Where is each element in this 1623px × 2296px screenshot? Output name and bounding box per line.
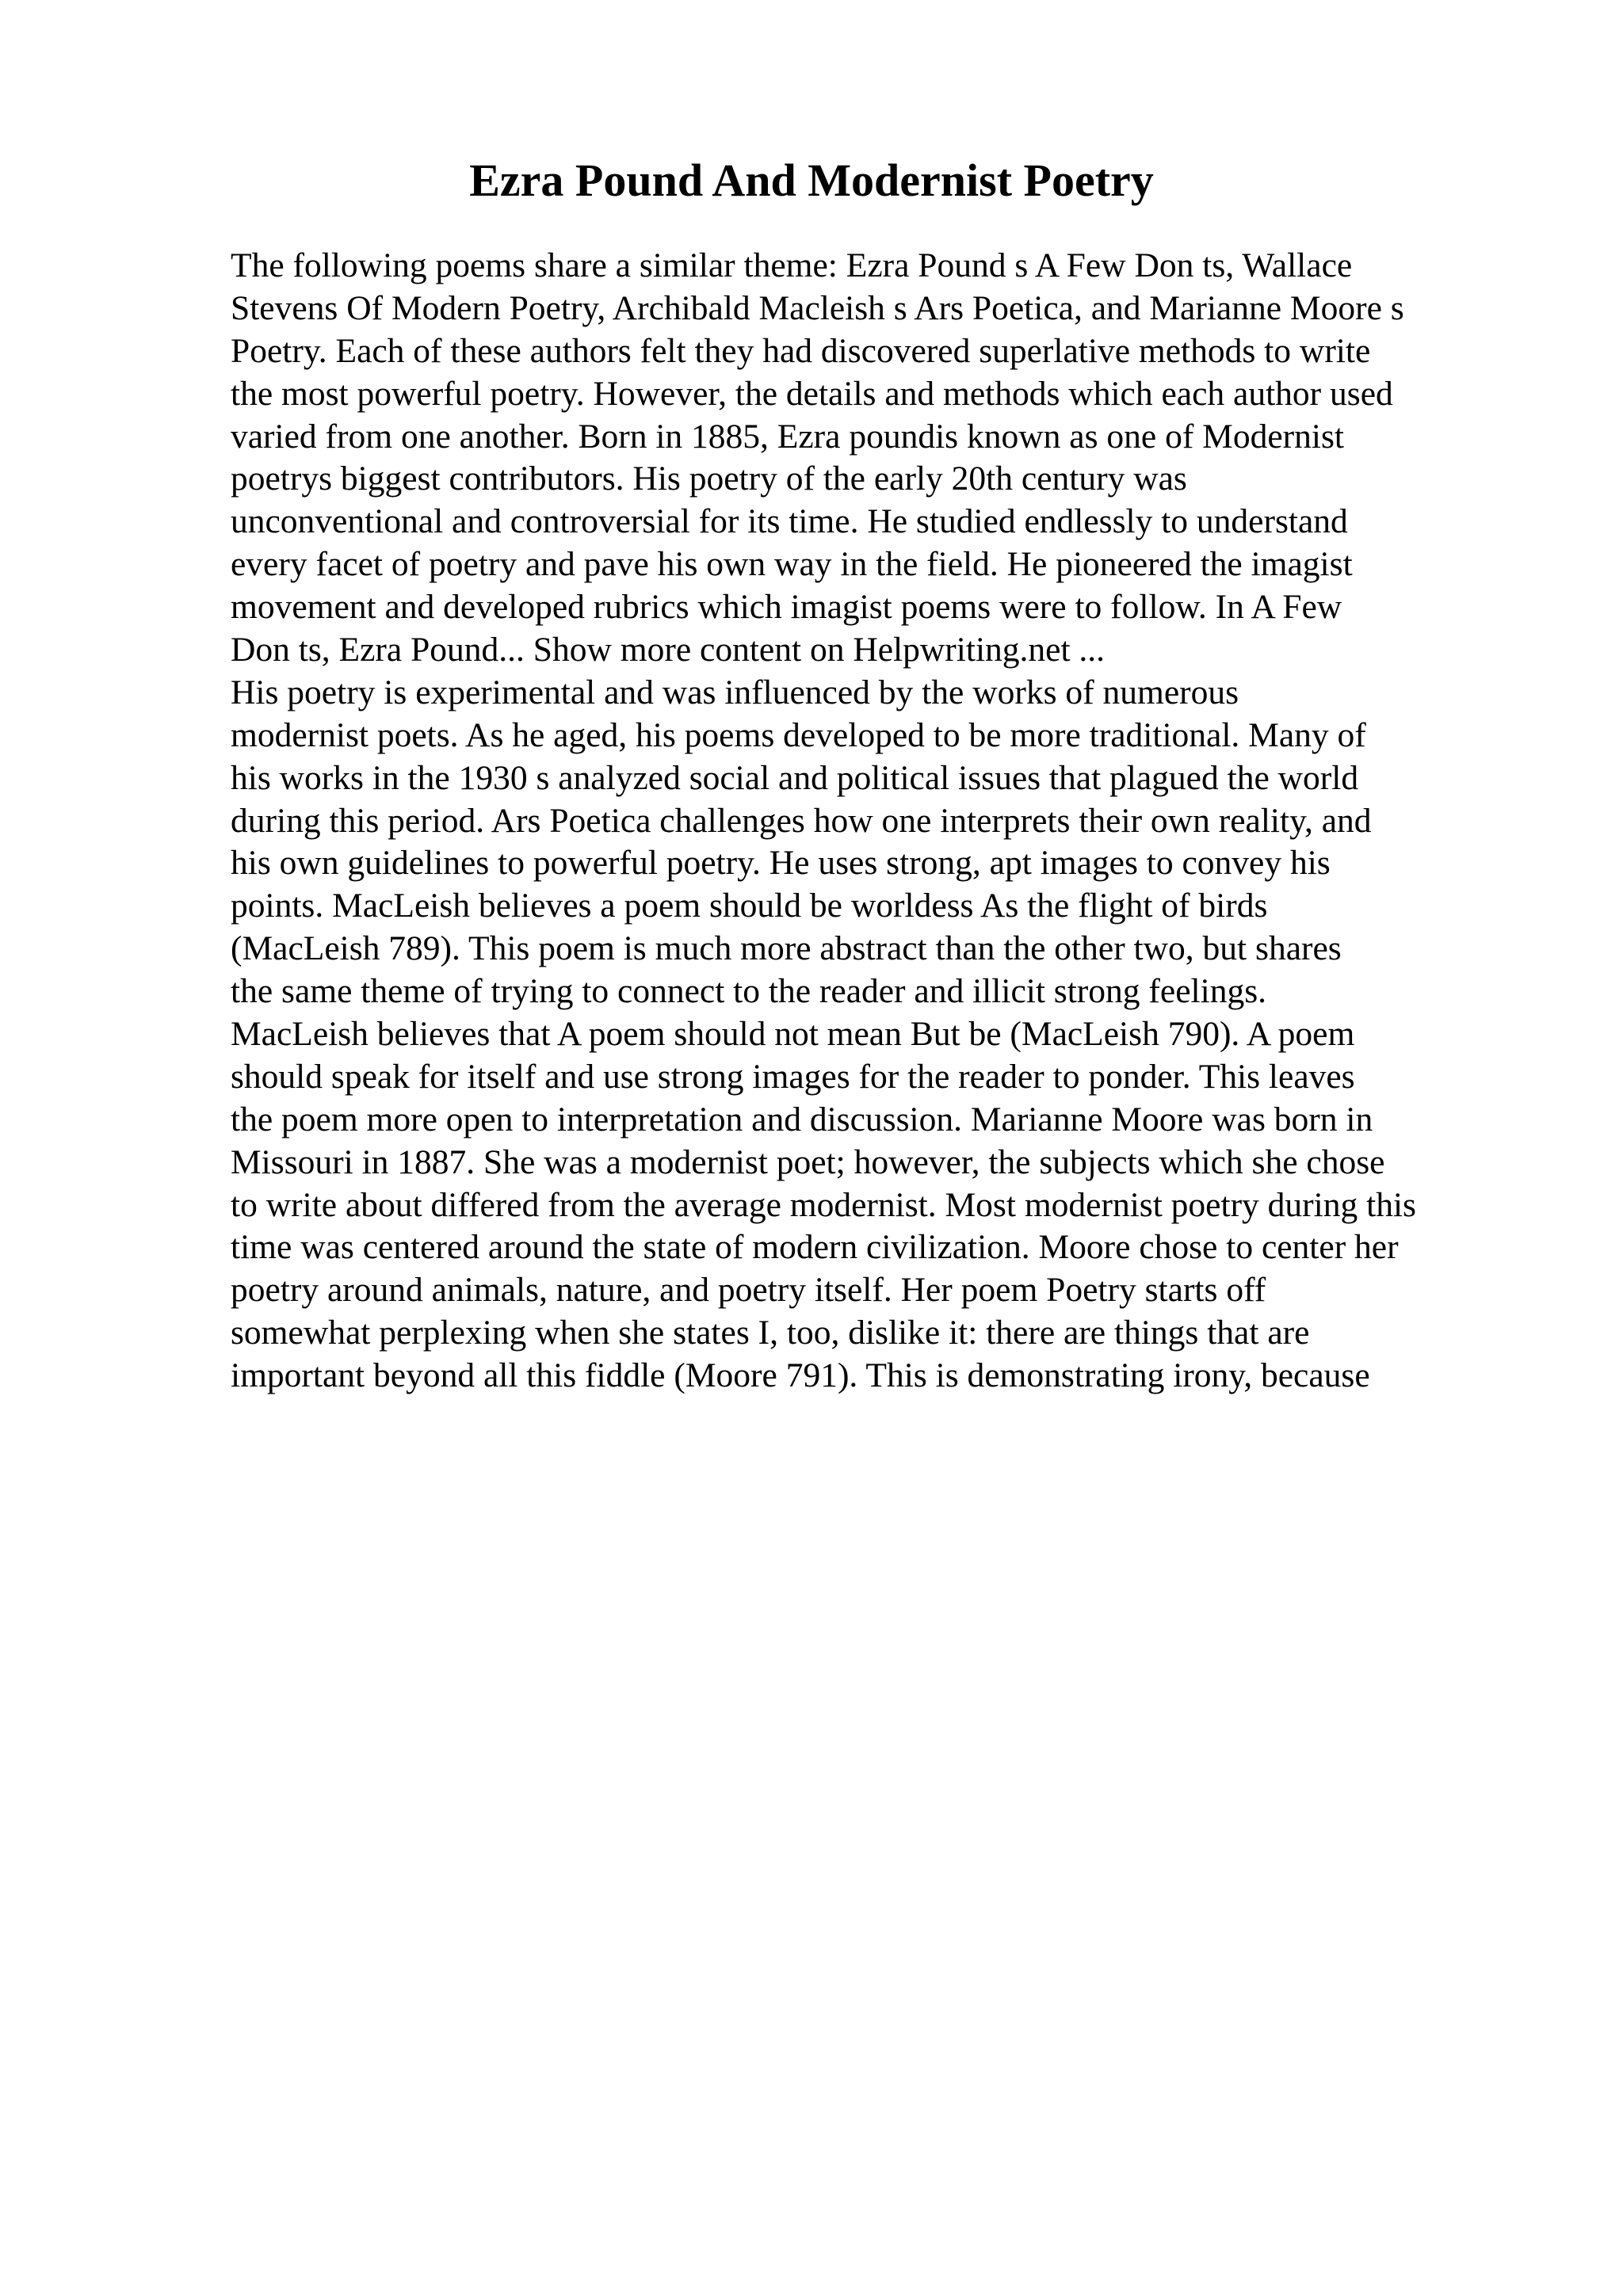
body-line: during this period. Ars Poetica challenges how one interprets their own reality, and [231,801,1372,840]
body-line: poetrys biggest contributors. His poetry of the early 20th century was [231,460,1187,498]
body-line: his own guidelines to powerful poetry. He uses strong, apt images to convey his [231,844,1331,883]
body-line: Don ts, Ezra Pound... Show more content on Helpwriting.net ... [231,631,1106,669]
body-line: MacLeish believes that A poem should not mean But be (MacLeish 790). A poem [231,1015,1355,1054]
body-line: time was centered around the state of modern civilization. Moore chose to center her [231,1228,1399,1267]
body-line: Missouri in 1887. She was a modernist poet; however, the subjects which she chose [231,1142,1385,1181]
body-line: every facet of poetry and pave his own way in the field. He pioneered the imagist [231,545,1353,584]
body-line: Stevens Of Modern Poetry, Archibald Macleish s Ars Poetica, and Marianne Moore s [231,288,1404,327]
body-line: poetry around animals, nature, and poetry itself. Her poem Poetry starts off [231,1271,1266,1310]
body-line: The following poems share a similar theme: Ezra Pound s A Few Don ts, Wallace [231,246,1353,284]
body-line: movement and developed rubrics which imagist poems were to follow. In A Few [231,588,1342,627]
body-line: his works in the 1930 s analyzed social and political issues that plagued the world [231,758,1359,797]
body-line: to write about differed from the average modernist. Most modernist poetry during this [231,1185,1416,1224]
body-line: Poetry. Each of these authors felt they had discovered superlative methods to write [231,331,1371,370]
body-line: His poetry is experimental and was influenced by the works of numerous [231,673,1239,711]
body-line: important beyond all this fiddle (Moore 791). This is demonstrating irony, because [231,1356,1370,1395]
body-line: the same theme of trying to connect to the reader and illicit strong feelings. [231,972,1266,1011]
document-title: Ezra Pound And Modernist Poetry [469,154,1154,206]
body-line: the poem more open to interpretation and discussion. Marianne Moore was born in [231,1100,1373,1138]
body-line: should speak for itself and use strong images for the reader to ponder. This leaves [231,1057,1355,1096]
body-line: unconventional and controversial for its time. He studied endlessly to understand [231,502,1348,541]
body-line: varied from one another. Born in 1885, Ezra poundis known as one of Modernist [231,417,1344,456]
body-line: (MacLeish 789). This poem is much more abstract than the other two, but shares [231,929,1342,968]
document-body [231,245,1623,1398]
body-line: somewhat perplexing when she states I, too, dislike it: there are things that are [231,1314,1310,1352]
body-line: the most powerful poetry. However, the details and methods which each author used [231,374,1393,413]
body-line: modernist poets. As he aged, his poems developed to be more traditional. Many of [231,715,1366,754]
body-line: points. MacLeish believes a poem should be worldess As the flight of birds [231,887,1268,925]
